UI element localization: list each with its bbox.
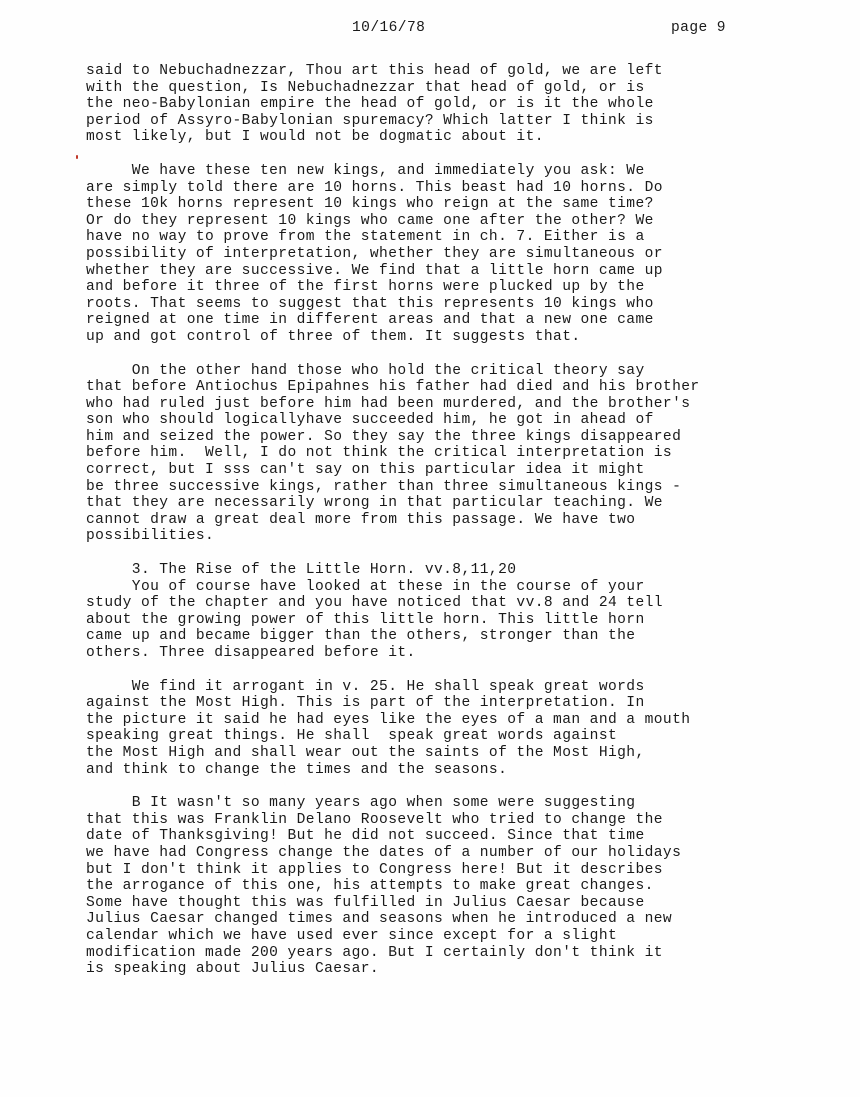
text-line: the Most High and shall wear out the saints of the Most High, — [86, 744, 645, 761]
paragraph — [86, 363, 786, 546]
text-line: be three successive kings, rather than three simultaneous kings - — [86, 478, 682, 495]
text-line: roots. That seems to suggest that this represents 10 kings who — [86, 295, 654, 312]
text-line: date of Thanksgiving! But he did not succeed. Since that time — [86, 828, 645, 845]
text-line: B It wasn't so many years ago when some were suggesting — [86, 795, 636, 812]
text-line: Or do they represent 10 kings who came one after the other? We — [86, 212, 654, 229]
text-line: the arrogance of this one, his attempts to make great changes. — [86, 878, 654, 895]
text-line: modification made 200 years ago. But I certainly don't think it — [86, 944, 663, 961]
paragraph — [86, 679, 786, 779]
text-line: reigned at one time in different areas and that a new one came — [86, 312, 654, 329]
text-line: about the growing power of this little horn. This little horn — [86, 611, 645, 628]
page-number: page 9 — [671, 20, 726, 36]
text-line: up and got control of three of them. It suggests that. — [86, 328, 581, 345]
text-line: but I don't think it applies to Congress here! But it describes — [86, 861, 663, 878]
margin-mark — [76, 155, 78, 159]
text-line: with the question, Is Nebuchadnezzar that head of gold, or is — [86, 79, 645, 96]
text-line: possibility of interpretation, whether they are simultaneous or — [86, 245, 663, 262]
text-line: these 10k horns represent 10 kings who reign at the same time? — [86, 196, 654, 213]
text-line: study of the chapter and you have noticed that vv.8 and 24 tell — [86, 595, 663, 612]
text-line: have no way to prove from the statement in ch. 7. Either is a — [86, 229, 645, 246]
text-line: we have had Congress change the dates of a number of our holidays — [86, 844, 682, 861]
text-line: whether they are successive. We find that a little horn came up — [86, 262, 663, 279]
text-line: who had ruled just before him had been murdered, and the brother's — [86, 395, 691, 412]
text-line: that this was Franklin Delano Roosevelt who tried to change the — [86, 811, 663, 828]
text-line: We have these ten new kings, and immediately you ask: We — [86, 162, 645, 179]
text-line: Julius Caesar changed times and seasons when he introduced a new — [86, 911, 673, 928]
text-line: that before Antiochus Epipahnes his father had died and his brother — [86, 379, 700, 396]
text-line: cannot draw a great deal more from this passage. We have two — [86, 511, 636, 528]
text-line: We find it arrogant in v. 25. He shall speak great words — [86, 678, 645, 695]
text-line: On the other hand those who hold the critical theory say — [86, 362, 645, 379]
text-line: that they are necessarily wrong in that particular teaching. We — [86, 495, 663, 512]
paragraph — [86, 163, 786, 346]
text-line: and before it three of the first horns were plucked up by the — [86, 279, 645, 296]
text-line: others. Three disappeared before it. — [86, 645, 416, 661]
text-line: speaking great things. He shall speak great words against — [86, 728, 618, 745]
document-body — [86, 63, 786, 995]
text-line: and think to change the times and the seasons. — [86, 761, 508, 778]
text-line: are simply told there are 10 horns. This beast had 10 horns. Do — [86, 179, 663, 196]
text-line: is speaking about Julius Caesar. — [86, 961, 380, 978]
text-line: against the Most High. This is part of the interpretation. In — [86, 695, 645, 712]
text-line: came up and became bigger than the others, stronger than the — [86, 628, 636, 645]
text-line: most likely, but I would not be dogmatic about it. — [86, 129, 544, 146]
text-line: correct, but I sss can't say on this particular idea it might — [86, 462, 645, 479]
text-line: before him. Well, I do not think the critical interpretation is — [86, 445, 673, 462]
text-line: possibilities. — [86, 528, 215, 545]
text-line: the picture it said he had eyes like the eyes of a man and a mouth — [86, 711, 691, 728]
text-line: him and seized the power. So they say the three kings disappeared — [86, 428, 682, 445]
paragraph — [86, 63, 786, 146]
text-line: calendar which we have used ever since except for a slight — [86, 927, 618, 944]
text-line: Some have thought this was fulfilled in Julius Caesar because — [86, 894, 645, 911]
page-date: 10/16/78 — [352, 20, 426, 36]
text-line: 3. The Rise of the Little Horn. vv.8,11,20 — [86, 562, 517, 579]
text-line: son who should logicallyhave succeeded him, he got in ahead of — [86, 412, 654, 429]
paragraph — [86, 562, 786, 662]
paragraph — [86, 795, 786, 978]
text-line: the neo-Babylonian empire the head of gold, or is it the whole — [86, 96, 654, 113]
text-line: You of course have looked at these in the course of your — [86, 578, 645, 595]
text-line: period of Assyro-Babylonian spuremacy? Which latter I think is — [86, 112, 654, 129]
text-line: said to Nebuchadnezzar, Thou art this head of gold, we are left — [86, 63, 663, 79]
